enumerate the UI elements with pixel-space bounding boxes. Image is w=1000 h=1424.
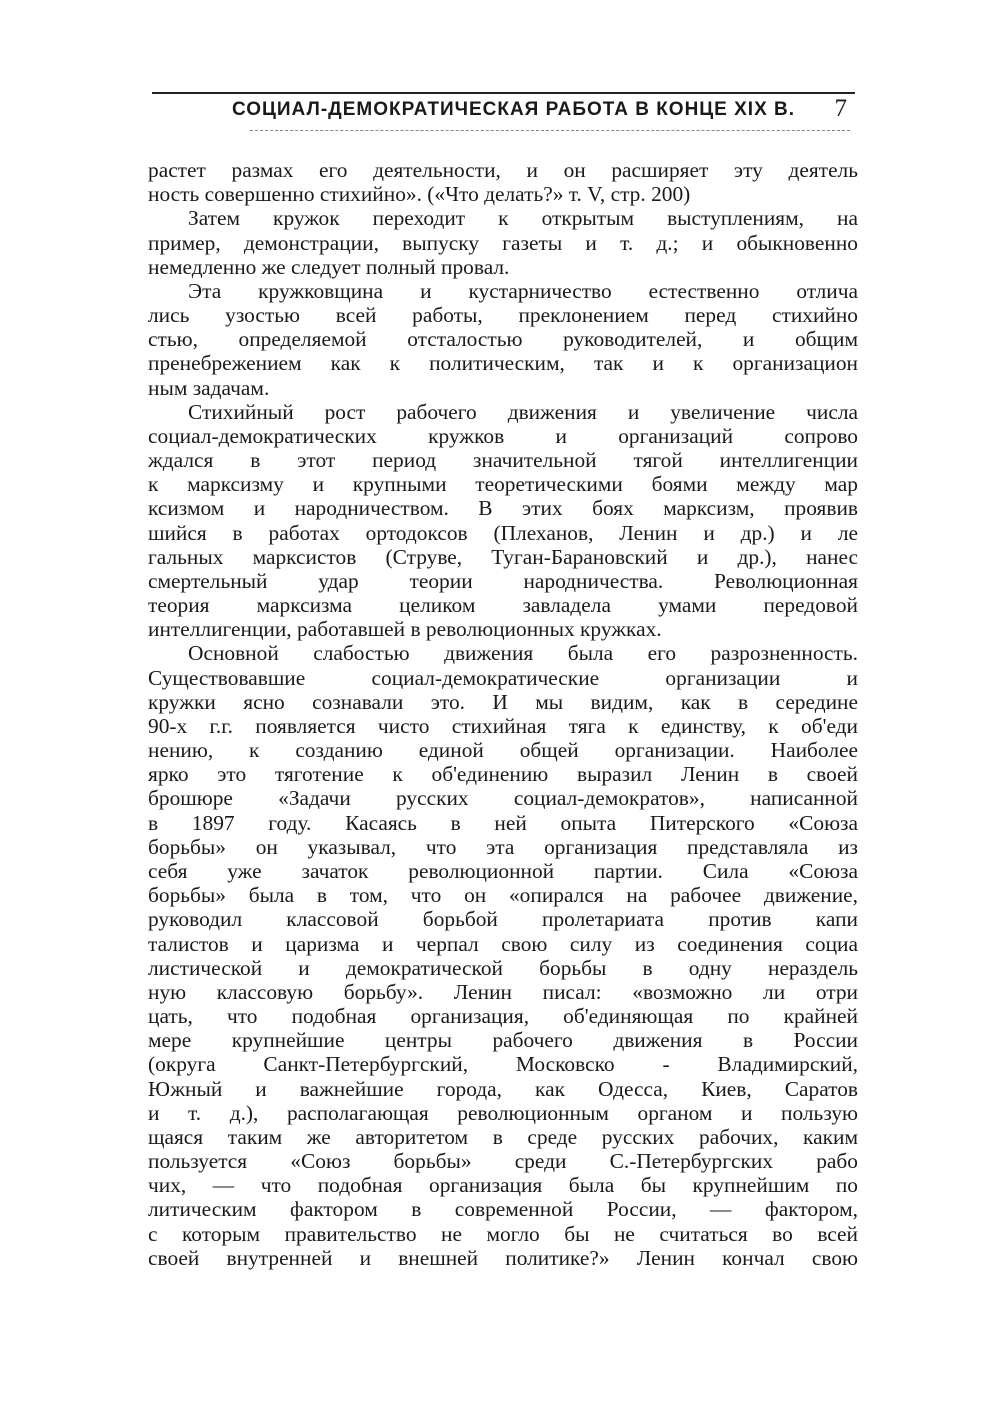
text-line: ксизмом и народничеством. В этих боях марксизм, проявив [148, 496, 858, 521]
text-line: цать, что подобная организация, об'единяющая по крайней [148, 1004, 858, 1029]
header-rule-bottom [250, 130, 850, 131]
text-line: растет размах его деятельности, и он расширяет эту деятель [148, 158, 858, 182]
text-line: ным задачам. [148, 375, 270, 400]
text-line: борьбы» была в том, что он «опирался на рабочее движение, [148, 883, 858, 908]
text-line: Эта кружковщина и кустарничество естественно отлича [188, 278, 858, 303]
text-line: себя уже зачаток революционной партии. Сила «Союза [148, 858, 858, 883]
text-line: литическим фактором в современной России, — фактором, [148, 1197, 858, 1222]
text-line: чих, — что подобная организация была бы крупнейшим по [148, 1173, 858, 1198]
text-line: нению, к созданию единой общей организации. Наиболее [148, 738, 858, 763]
text-line: стью, определяемой отсталостью руководителей, и общим [148, 327, 858, 352]
text-line: Существовавшие социал-демократические организации и [148, 665, 858, 690]
text-line: лись узостью всей работы, преклонением перед стихийно [148, 303, 858, 328]
text-line: немедленно же следует полный провал. [148, 254, 510, 279]
running-header-title: СОЦИАЛ-ДЕМОКРАТИЧЕСКАЯ РАБОТА В КОНЦЕ XIX В. [232, 99, 796, 120]
text-line: гальных марксистов (Струве, Туган-Барановский и др.), нанес [148, 544, 858, 569]
text-line: Основной слабостью движения была его разрозненность. [188, 641, 858, 666]
text-line: к марксизму и крупными теоретическими боями между мар [148, 472, 858, 497]
text-line: мере крупнейшие центры рабочего движения в России [148, 1028, 858, 1053]
text-line: пользуется «Союз борьбы» среди С.-Петербургских рабо [148, 1149, 858, 1174]
text-line: кружки ясно сознавали это. И мы видим, как в середине [148, 689, 858, 714]
text-line: пример, демонстрации, выпуску газеты и т. д.; и обыкновенно [148, 230, 858, 255]
text-line: брошюре «Задачи русских социал-демократов», написанной [148, 786, 858, 811]
running-header [152, 95, 855, 129]
text-line: пренебрежением как к политическим, так и к организацион [148, 351, 858, 376]
body-text [148, 158, 858, 1270]
text-line: и т. д.), располагающая революционным органом и пользую [148, 1100, 858, 1125]
text-line: (округа Санкт-Петербургский, Московско - Владимирский, [148, 1052, 858, 1077]
text-line: листической и демократической борьбы в одну нераздель [148, 955, 858, 980]
text-line: щаяся таким же авторитетом в среде русских рабочих, каким [148, 1124, 858, 1149]
header-rule-top [152, 92, 855, 94]
text-line: Стихийный рост рабочего движения и увеличение числа [188, 399, 858, 424]
text-line: Южный и важнейшие города, как Одесса, Киев, Саратов [148, 1076, 858, 1101]
text-line: в 1897 году. Касаясь в ней опыта Питерского «Союза [148, 810, 858, 835]
text-line: теория марксизма целиком завладела умами передовой [148, 593, 858, 618]
text-line: 90-х г.г. появляется чисто стихийная тяга к единству, к об'еди [148, 713, 858, 738]
text-line: Затем кружок переходит к открытым выступлениям, на [188, 206, 858, 231]
text-line: смертельный удар теории народничества. Революционная [148, 568, 858, 593]
text-line: социал-демократических кружков и организаций сопрово [148, 423, 858, 448]
text-line: ждался в этот период значительной тягой интеллигенции [148, 448, 858, 473]
text-line: ную классовую борьбу». Ленин писал: «возможно ли отри [148, 979, 858, 1004]
text-line: ярко это тяготение к об'единению выразил Ленин в своей [148, 762, 858, 787]
text-line: интеллигенции, работавшей в революционных кружках. [148, 617, 662, 642]
text-line: борьбы» он указывал, что эта организация представляла из [148, 834, 858, 859]
text-line: своей внутренней и внешней политике?» Ленин кончал свою [148, 1245, 858, 1270]
text-line: с которым правительство не могло бы не считаться во всей [148, 1221, 858, 1246]
text-line: руководил классовой борьбой пролетариата против капи [148, 907, 858, 932]
text-line: талистов и царизма и черпал свою силу из соединения социа [148, 931, 858, 956]
text-line: ность совершенно стихийно». («Что делать?» т. V, стр. 200) [148, 182, 691, 207]
text-line: шийся в работах ортодоксов (Плеханов, Ленин и др.) и ле [148, 520, 858, 545]
page-number: 7 [834, 95, 847, 122]
